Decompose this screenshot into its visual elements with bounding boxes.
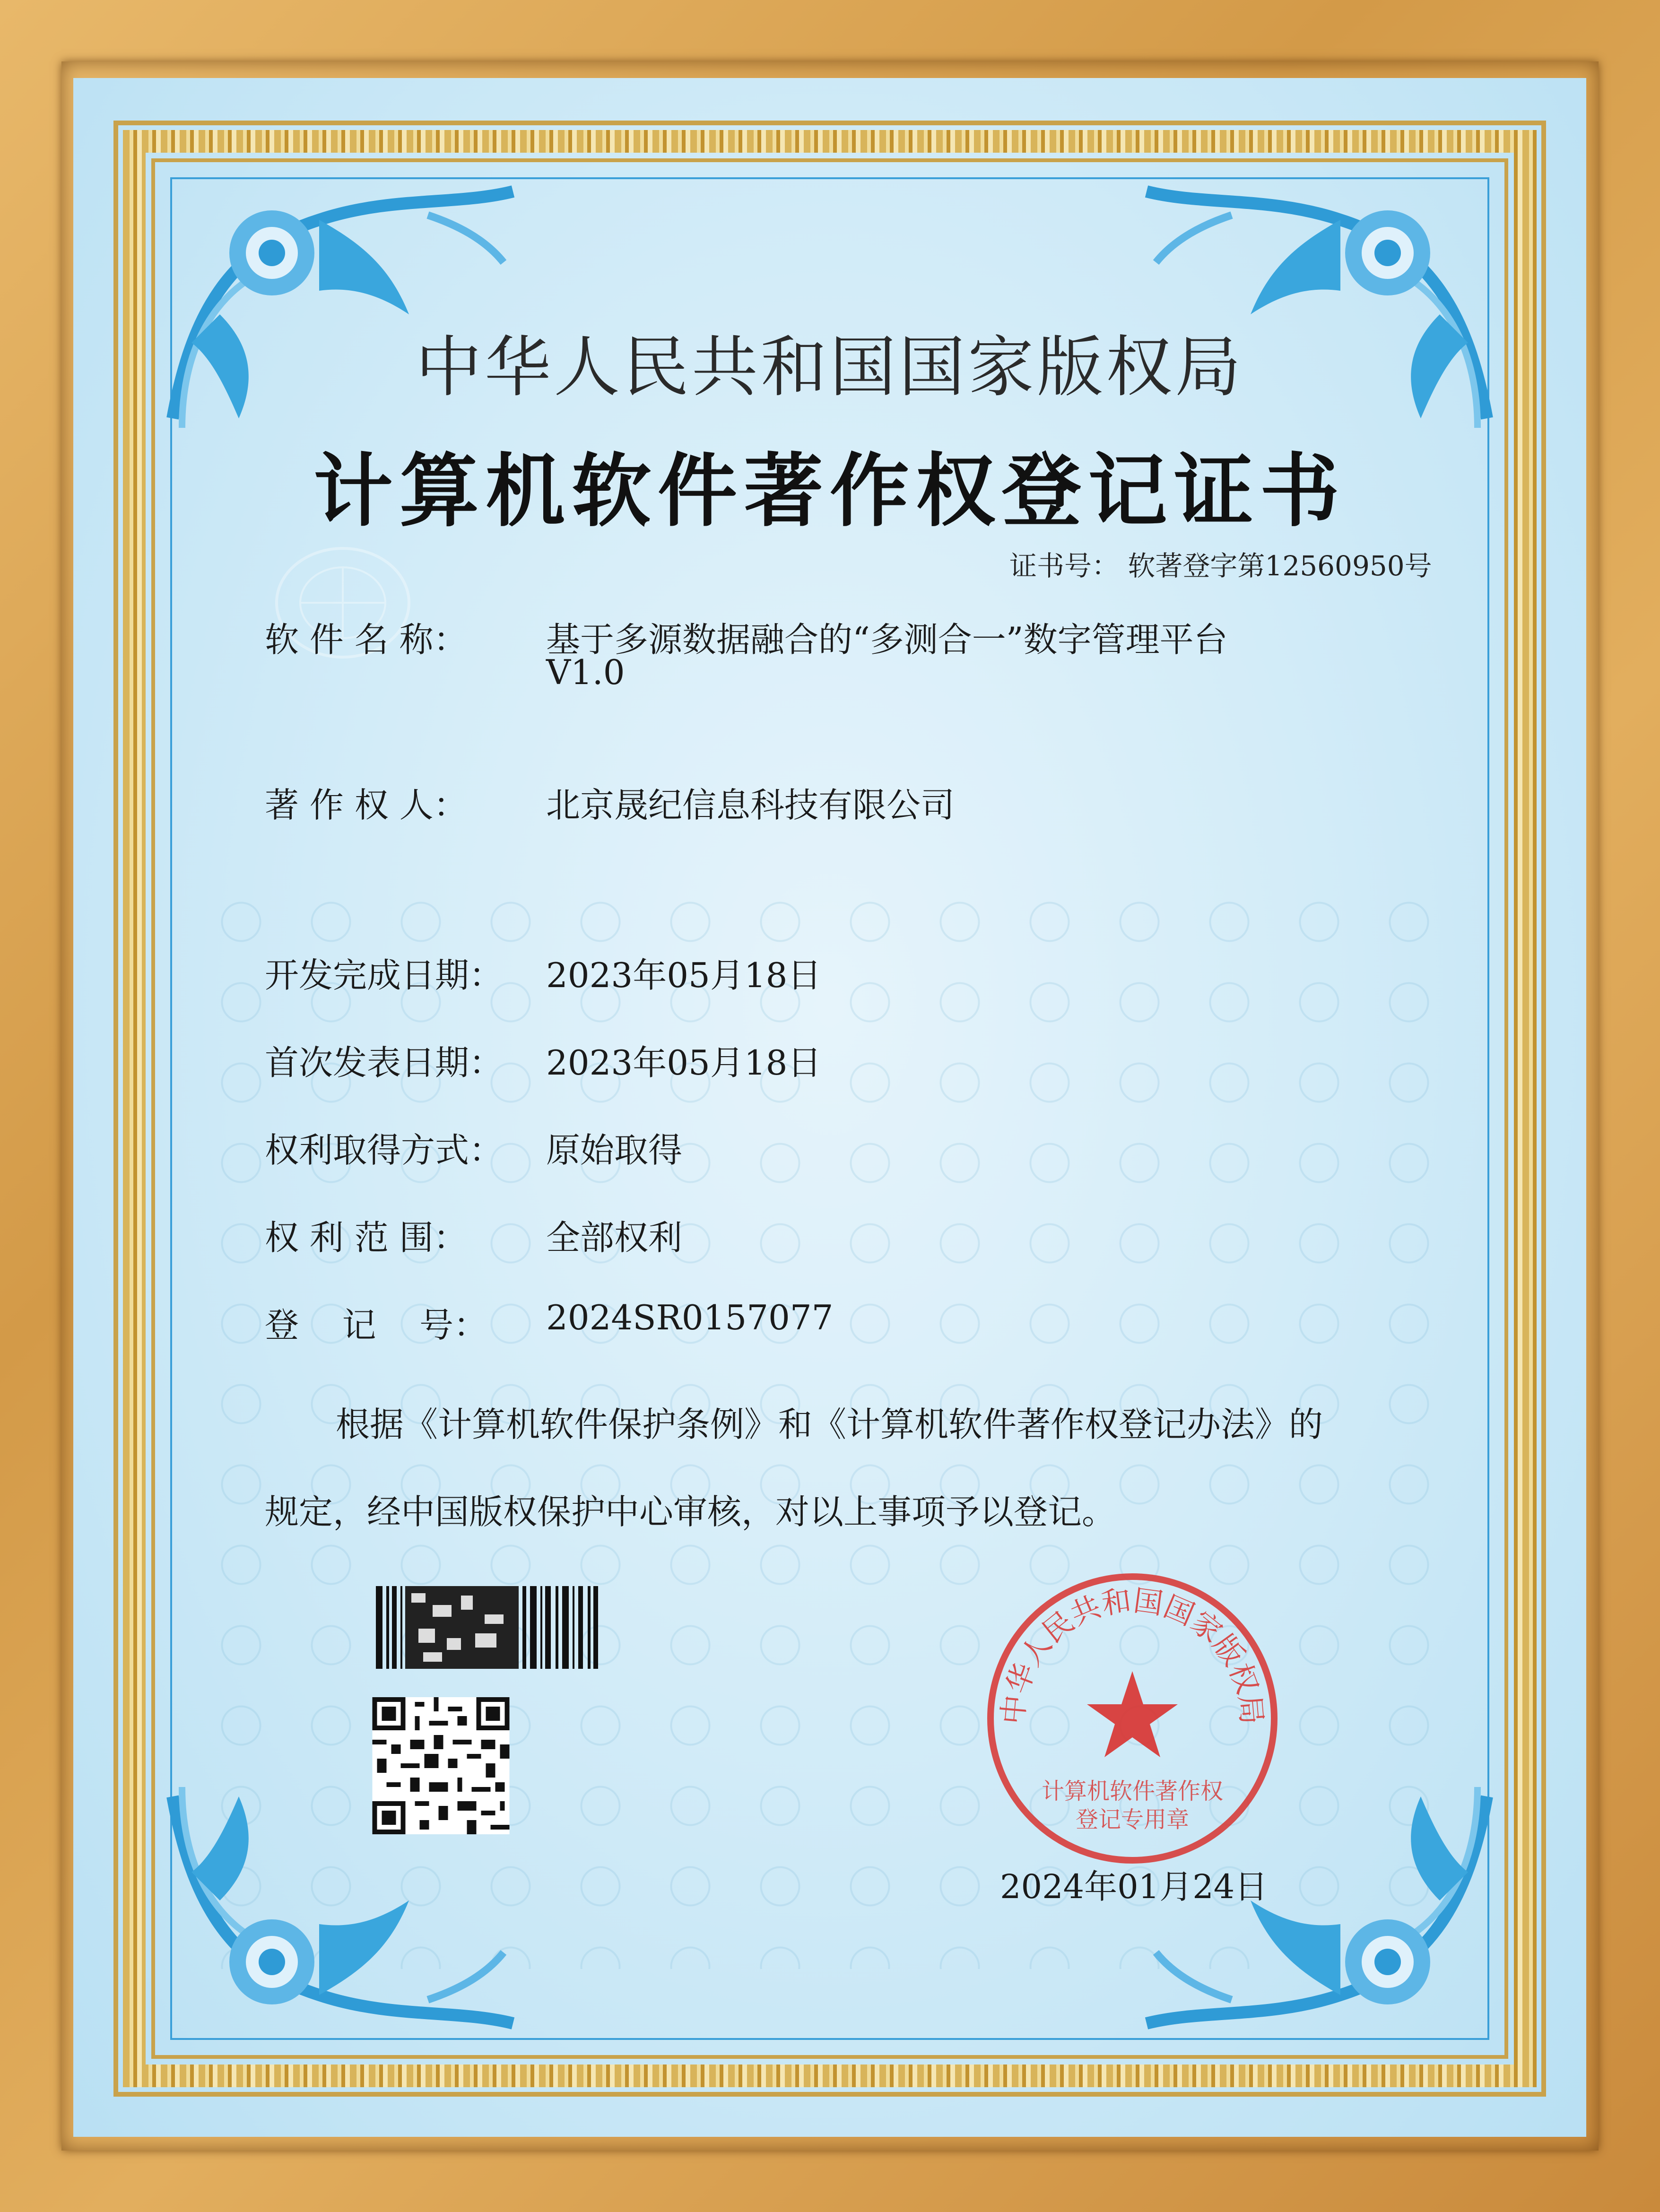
field-value-completion-date: 2023年05月18日 — [546, 955, 822, 995]
field-value-registration-number: 2024SR0157077 — [546, 1298, 834, 1337]
field-value-software-name: 基于多源数据融合的“多测合一”数字管理平台 — [546, 620, 1228, 659]
field-value-rights-scope: 全部权利 — [546, 1218, 683, 1258]
seal-inner-line-2: 登记专用章 — [1075, 1806, 1190, 1833]
certificate-title: 计算机软件著作权登记证书 — [313, 444, 1346, 538]
seal-ring-text: 中华人民共和国国家版权局 — [995, 1583, 1269, 1726]
field-value-copyright-owner: 北京晟纪信息科技有限公司 — [546, 785, 955, 825]
official-seal — [967, 1553, 1298, 1884]
certificate-paper — [73, 78, 1586, 2137]
field-value-software-version: V1.0 — [546, 652, 625, 692]
field-label-software-name: 软 件 名 称： — [265, 620, 468, 659]
barcode — [376, 1586, 598, 1669]
statement-line-1: 根据《计算机软件保护条例》和《计算机软件著作权登记办法》的 — [336, 1405, 1323, 1444]
field-label-rights-scope: 权 利 范 围： — [265, 1218, 468, 1258]
field-label-acquisition-method: 权利取得方式： — [265, 1130, 504, 1170]
field-value-publication-date: 2023年05月18日 — [546, 1043, 822, 1083]
issue-date: 2024年01月24日 — [1000, 1867, 1268, 1906]
issuing-authority: 中华人民共和国国家版权局 — [415, 329, 1244, 406]
field-label-completion-date: 开发完成日期： — [265, 955, 504, 995]
certificate-number: 证书号： 软著登字第12560950号 — [1009, 550, 1432, 582]
field-value-acquisition-method: 原始取得 — [546, 1130, 683, 1170]
statement-line-2: 规定，经中国版权保护中心审核，对以上事项予以登记。 — [265, 1492, 1116, 1532]
qr-code — [371, 1697, 511, 1834]
field-label-publication-date: 首次发表日期： — [265, 1043, 504, 1083]
field-label-registration-number: 登 记 号： — [265, 1305, 488, 1345]
field-label-copyright-owner: 著 作 权 人： — [265, 785, 468, 825]
seal-inner-line-1: 计算机软件著作权 — [1041, 1778, 1224, 1804]
